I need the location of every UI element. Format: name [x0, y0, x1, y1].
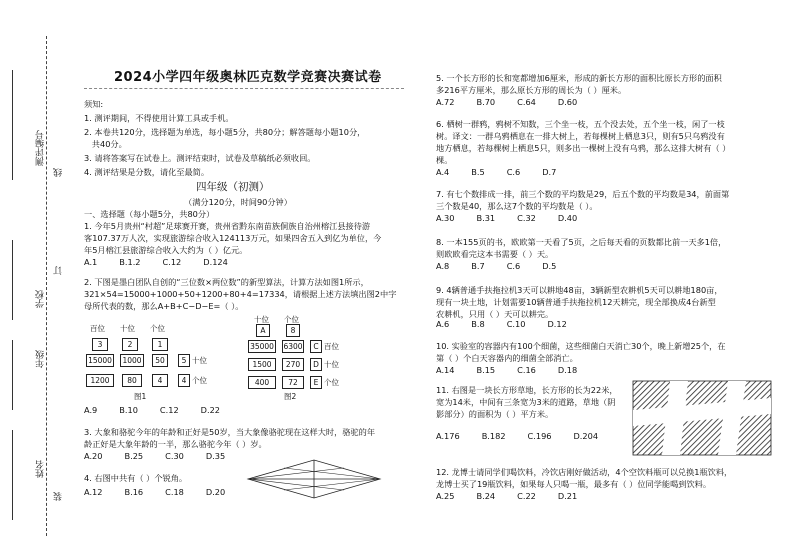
question-9-line: 农耕机，只用（ ）天可以耕完。 [436, 309, 554, 319]
question-7-line: 三个数是40，那么这7个数的平均数是（ ）。 [436, 201, 598, 211]
question-3-line: 龄正好是大象年龄的一半，那么骆驼今年（ ）岁。 [84, 439, 267, 449]
school-field[interactable] [12, 240, 13, 320]
acute-angle-figure [244, 458, 384, 500]
option-a[interactable]: A.72 [436, 97, 455, 107]
question-10-options [436, 364, 599, 376]
question-1-line: 客107.37万人次，实现旅游综合收入124113万元，如果四舍五入到亿为单位，今 [84, 233, 382, 243]
option-b[interactable]: B.182 [481, 431, 506, 441]
fig1-product-box: 80 [122, 374, 142, 387]
option-b[interactable]: B.16 [124, 487, 144, 497]
fig2-product-box: 1500 [248, 358, 276, 371]
fig2-letter-box: E [310, 376, 322, 389]
exam-number-label: 测评编号 [36, 130, 46, 166]
right-column [436, 0, 776, 543]
fig1-product-box: 4 [152, 374, 168, 387]
fig1-header: 十位 [120, 324, 135, 333]
fig2-digit-box: 8 [286, 324, 300, 337]
question-7-options [436, 212, 599, 224]
question-5-line: 5. 一个长方形的长和宽都增加6厘米，形成的新长方形的面积比原长方形的面积 [436, 73, 722, 83]
notes-item: 4. 测评结果是分数，请化至最简。 [84, 167, 210, 177]
question-8-line: 则欧欧看完这本书需要（ ）天。 [436, 249, 554, 259]
fig1-digit-box: 3 [92, 338, 108, 351]
option-a[interactable]: A.14 [436, 365, 455, 375]
fig1-digit-box: 2 [122, 338, 138, 351]
question-2-line: 母所代表的数，那么A+B+C−D−E=（ ）。 [84, 301, 244, 311]
question-4-options [84, 486, 247, 498]
option-a[interactable]: A.1 [84, 257, 98, 267]
section-heading: 四年级（初测） [196, 181, 270, 193]
page-title: 2024小学四年级奥林匹克数学竞赛决赛试卷 [114, 70, 382, 85]
option-c[interactable]: C.18 [165, 487, 184, 497]
option-d[interactable]: D.7 [542, 167, 557, 177]
option-c[interactable]: C.10 [506, 319, 526, 329]
question-2-line: 321×54=15000+1000+50+1200+80+4=17334，请根据上述方法填出图2中字 [84, 289, 397, 299]
question-12-options [436, 490, 599, 502]
fig1-digit-box: 1 [152, 338, 168, 351]
fig2-row-label: 百位 [324, 342, 339, 351]
option-a[interactable]: A.4 [436, 167, 450, 177]
fig1-product-box: 1200 [86, 374, 114, 387]
option-c[interactable]: C.30 [165, 451, 184, 461]
option-d[interactable]: D.21 [557, 491, 578, 501]
question-11-options [436, 430, 620, 442]
order-mark: 订 [54, 266, 64, 275]
install-mark: 装 [54, 492, 64, 501]
option-a[interactable]: A.176 [436, 431, 460, 441]
notes-item: 1. 测评期间，不得使用计算工具或手机。 [84, 113, 234, 123]
lawn-figure [632, 380, 772, 456]
question-1-line: 年5月榕江县旅游综合收入大约为（ ）亿元。 [84, 245, 248, 255]
option-b[interactable]: B.5 [471, 167, 485, 177]
question-12-line: 龙博士买了19瓶饮料，如果每人只喝一瓶，最多有（ ）位同学能喝到饮料。 [436, 479, 712, 489]
option-a[interactable]: A.25 [436, 491, 455, 501]
option-a[interactable]: A.20 [84, 451, 103, 461]
option-d[interactable]: D.22 [200, 405, 220, 415]
question-3-options [84, 450, 247, 462]
question-2-line: 2. 下图是墨白团队自创的“三位数×两位数”的新型算法，计算方法如图1所示， [84, 277, 369, 287]
fig2-product-box: 400 [248, 376, 276, 389]
question-5-options [436, 96, 599, 108]
question-8-options [436, 260, 578, 272]
fig1-product-box: 15000 [86, 354, 114, 367]
question-8-line: 8. 一本155页的书，欧欧第一天看了5页，之后每天看的页数都比前一天多1倍， [436, 237, 727, 247]
fig1-product-box: 50 [152, 354, 168, 367]
option-b[interactable]: B.1.2 [119, 257, 141, 267]
fig2-product-box: 35000 [248, 340, 276, 353]
option-d[interactable]: D.60 [557, 97, 578, 107]
left-column [84, 0, 414, 543]
option-d[interactable]: D.204 [573, 431, 599, 441]
question-6-line: 树。译文：一群乌鸦栖息在一排大树上，若每棵树上栖息3只，则有5只乌鸦没有 [436, 131, 725, 141]
option-d[interactable]: D.12 [547, 319, 567, 329]
question-11-line: 11. 右图是一块长方形草地，长方形的长为22米， [436, 385, 618, 395]
question-9-line: 9. 4辆普通手扶拖拉机3天可以耕地48亩，3辆新型农耕机5天可以耕地180亩， [436, 285, 723, 295]
option-a[interactable]: A.12 [84, 487, 103, 497]
question-11-line: 影部分）的面积为（ ）平方米。 [436, 409, 554, 419]
fig1-product-box: 1000 [120, 354, 144, 367]
option-d[interactable]: D.40 [557, 213, 578, 223]
fig1-multiplier-box: 5 [178, 354, 190, 367]
option-c[interactable]: C.12 [159, 405, 179, 415]
question-6-options [436, 166, 578, 178]
fig2-caption: 图2 [284, 392, 297, 401]
option-c[interactable]: C.6 [506, 167, 521, 177]
option-b[interactable]: B.7 [471, 261, 485, 271]
fig1-caption: 图1 [134, 392, 147, 401]
question-7-line: 7. 有七个数排成一排，前三个数的平均数是29，后五个数的平均数是34，前面第 [436, 189, 730, 199]
option-b[interactable]: B.31 [476, 213, 496, 223]
school-label: 学校 [36, 290, 46, 308]
line-mark: 线 [54, 168, 64, 177]
fig2-row-label: 十位 [324, 360, 339, 369]
option-a[interactable]: A.8 [436, 261, 450, 271]
option-b[interactable]: B.10 [119, 405, 138, 415]
fig1-header: 个位 [150, 324, 165, 333]
fig1-multiplier-box: 4 [178, 374, 190, 387]
fig2-product-box: 72 [282, 376, 304, 389]
fig1-header: 百位 [90, 324, 105, 333]
fig2-product-box: 6300 [283, 342, 303, 351]
option-d[interactable]: D.20 [205, 487, 226, 497]
fig1-row-label: 十位 [192, 356, 207, 365]
question-2-options [84, 404, 242, 416]
option-b[interactable]: B.15 [476, 365, 496, 375]
option-d[interactable]: D.35 [205, 451, 226, 461]
question-10-line: 第（ ）个白天容器内的细菌全部消亡。 [436, 353, 578, 363]
question-4-line: 4. 右图中共有（ ）个锐角。 [84, 473, 188, 483]
fig2-letter-box: D [310, 358, 322, 371]
notes-heading: 须知: [84, 99, 104, 109]
option-b[interactable]: B.70 [476, 97, 496, 107]
option-d[interactable]: D.5 [542, 261, 557, 271]
option-c[interactable]: C.196 [527, 431, 552, 441]
option-b[interactable]: B.8 [471, 319, 485, 329]
notes-item: 2. 本卷共120分，选择题为单选，每小题5分，共80分；解答题每小题10分， [84, 127, 366, 137]
option-a[interactable]: A.30 [436, 213, 455, 223]
name-field[interactable] [12, 430, 13, 520]
question-3-line: 3. 大象和骆驼今年的年龄和正好是50岁，当大象像骆驼现在这样大时，骆驼的年 [84, 427, 376, 437]
option-c[interactable]: C.16 [517, 365, 536, 375]
option-d[interactable]: D.18 [557, 365, 578, 375]
question-9-line: 现有一块土地，计划需要10辆普通手扶拖拉机12天耕完，现全部换成4台新型 [436, 297, 716, 307]
option-c[interactable]: C.22 [517, 491, 536, 501]
question-1-line: 1. 今年5月贵州“村超”足球赛开赛，贵州省黔东南苗族侗族自治州榕江县接待游 [84, 221, 371, 231]
binding-margin [0, 0, 72, 543]
option-b[interactable]: B.25 [124, 451, 144, 461]
question-1-options [84, 256, 250, 268]
notes-item: 共40分。 [84, 139, 127, 149]
option-b[interactable]: B.24 [476, 491, 496, 501]
question-12-line: 12. 龙博士请同学们喝饮料，冷饮店刚好做活动，4个空饮料瓶可以兑换1瓶饮料， [436, 467, 733, 477]
option-c[interactable]: C.6 [506, 261, 521, 271]
question-6-line: 地方栖息，若每棵树上栖息5只，则多出一棵树上没有乌鸦，那么这排大树有（ ） [436, 143, 731, 153]
question-6-line: 6. 栖树一群鸦，鸦树不知数，三个坐一枝，五个没去处，五个坐一枝，闲了一枝 [436, 119, 725, 129]
question-5-line: 多216平方厘米，那么原长方形的周长为（ ）厘米。 [436, 85, 627, 95]
question-9-options [436, 318, 589, 330]
fig2-product-box: 270 [282, 358, 304, 371]
option-a[interactable]: A.6 [436, 319, 450, 329]
fig2-letter-box: C [310, 340, 322, 353]
option-c[interactable]: C.64 [517, 97, 536, 107]
exam-number-field[interactable] [12, 70, 13, 180]
question-11-line: 宽为14米，中间有三条宽为3米的道路，草地（阴 [436, 397, 616, 407]
option-c[interactable]: C.12 [162, 257, 182, 267]
question-10-line: 10. 实验室的容器内有100个细菌，这些细菌白天消亡30个，晚上新增25个，在 [436, 341, 726, 351]
grade-field[interactable] [12, 340, 13, 410]
fig1-row-label: 个位 [192, 376, 207, 385]
fig2-header: 个位 [284, 315, 299, 324]
option-c[interactable]: C.32 [517, 213, 536, 223]
fig2-header: 十位 [254, 315, 269, 324]
fig2-row-label: 个位 [324, 378, 339, 387]
option-a[interactable]: A.9 [84, 405, 98, 415]
title-divider [84, 88, 404, 89]
fig2-digit-box: A [256, 324, 270, 337]
grade-label: 年级 [36, 350, 46, 368]
part1-heading: 一、选择题（每小题5分，共80分） [84, 209, 215, 219]
section-subheading: （满分120分，时间90分钟） [184, 197, 292, 207]
notes-item: 3. 请将答案写在试卷上。测评结束时，试卷及草稿纸必须收回。 [84, 153, 316, 163]
question-6-line: 棵。 [436, 155, 453, 165]
name-label: 姓名 [36, 460, 46, 478]
option-d[interactable]: D.124 [203, 257, 228, 267]
